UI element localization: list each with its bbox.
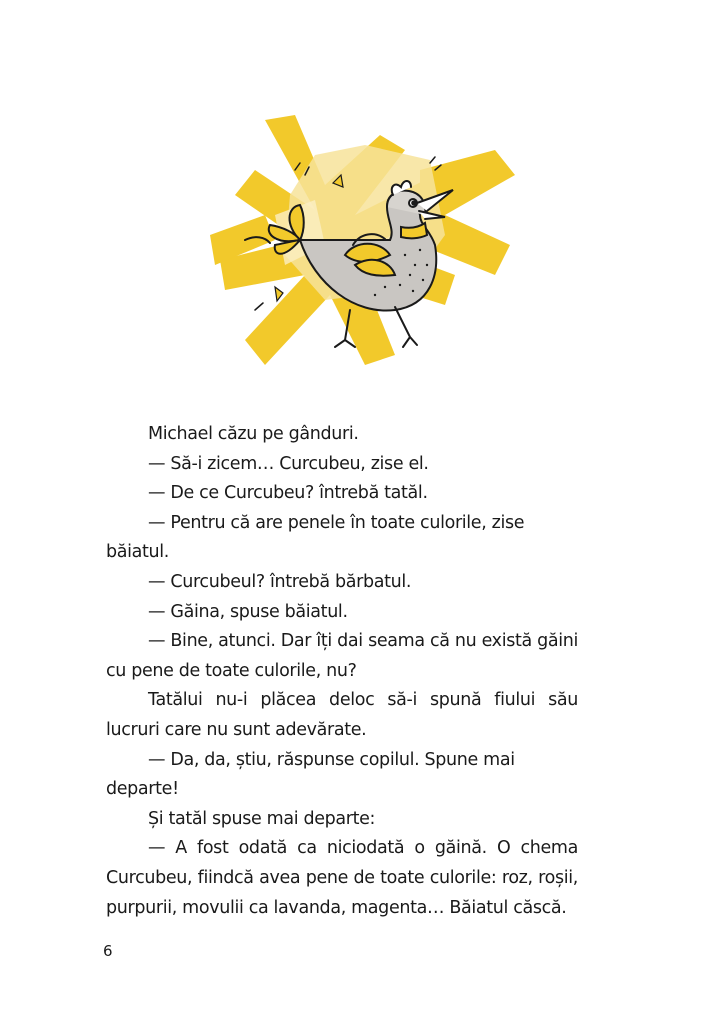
paragraph: Tatălui nu-i plăcea deloc să-i spună fiului său lucruri care nu sunt adevărate. xyxy=(106,690,578,740)
paragraph: — Curcubeul? întrebă bărbatul. xyxy=(148,571,412,592)
paragraph: — Găina, spuse băiatul. xyxy=(148,601,348,622)
paragraph: — Da, da, știu, răspunse copilul. Spune mai departe! xyxy=(106,749,515,800)
paragraph: Și tatăl spuse mai departe: xyxy=(148,808,376,829)
paragraph: Michael căzu pe gânduri. xyxy=(148,424,359,444)
paragraph: — Pentru că are penele în toate culorile, zise băiatul. xyxy=(106,512,525,563)
hen-illustration xyxy=(205,115,525,370)
story-text xyxy=(106,420,578,923)
hen-icon xyxy=(205,115,525,370)
paragraph: — Bine, atunci. Dar îți dai seama că nu există găini cu pene de toate culorile, nu? xyxy=(106,631,578,681)
paragraph: — De ce Curcubeu? întrebă tatăl. xyxy=(148,483,428,504)
paragraph: — A fost odată ca niciodată o găină. O chema Curcubeu, fiindcă avea pene de toate culorile: roz, roșii, purpurii, movulii ca lavanda, magenta… Băiatul căscă. xyxy=(106,838,578,918)
page-number: 6 xyxy=(103,942,113,960)
paragraph: — Să-i zicem… Curcubeu, zise el. xyxy=(148,453,429,474)
